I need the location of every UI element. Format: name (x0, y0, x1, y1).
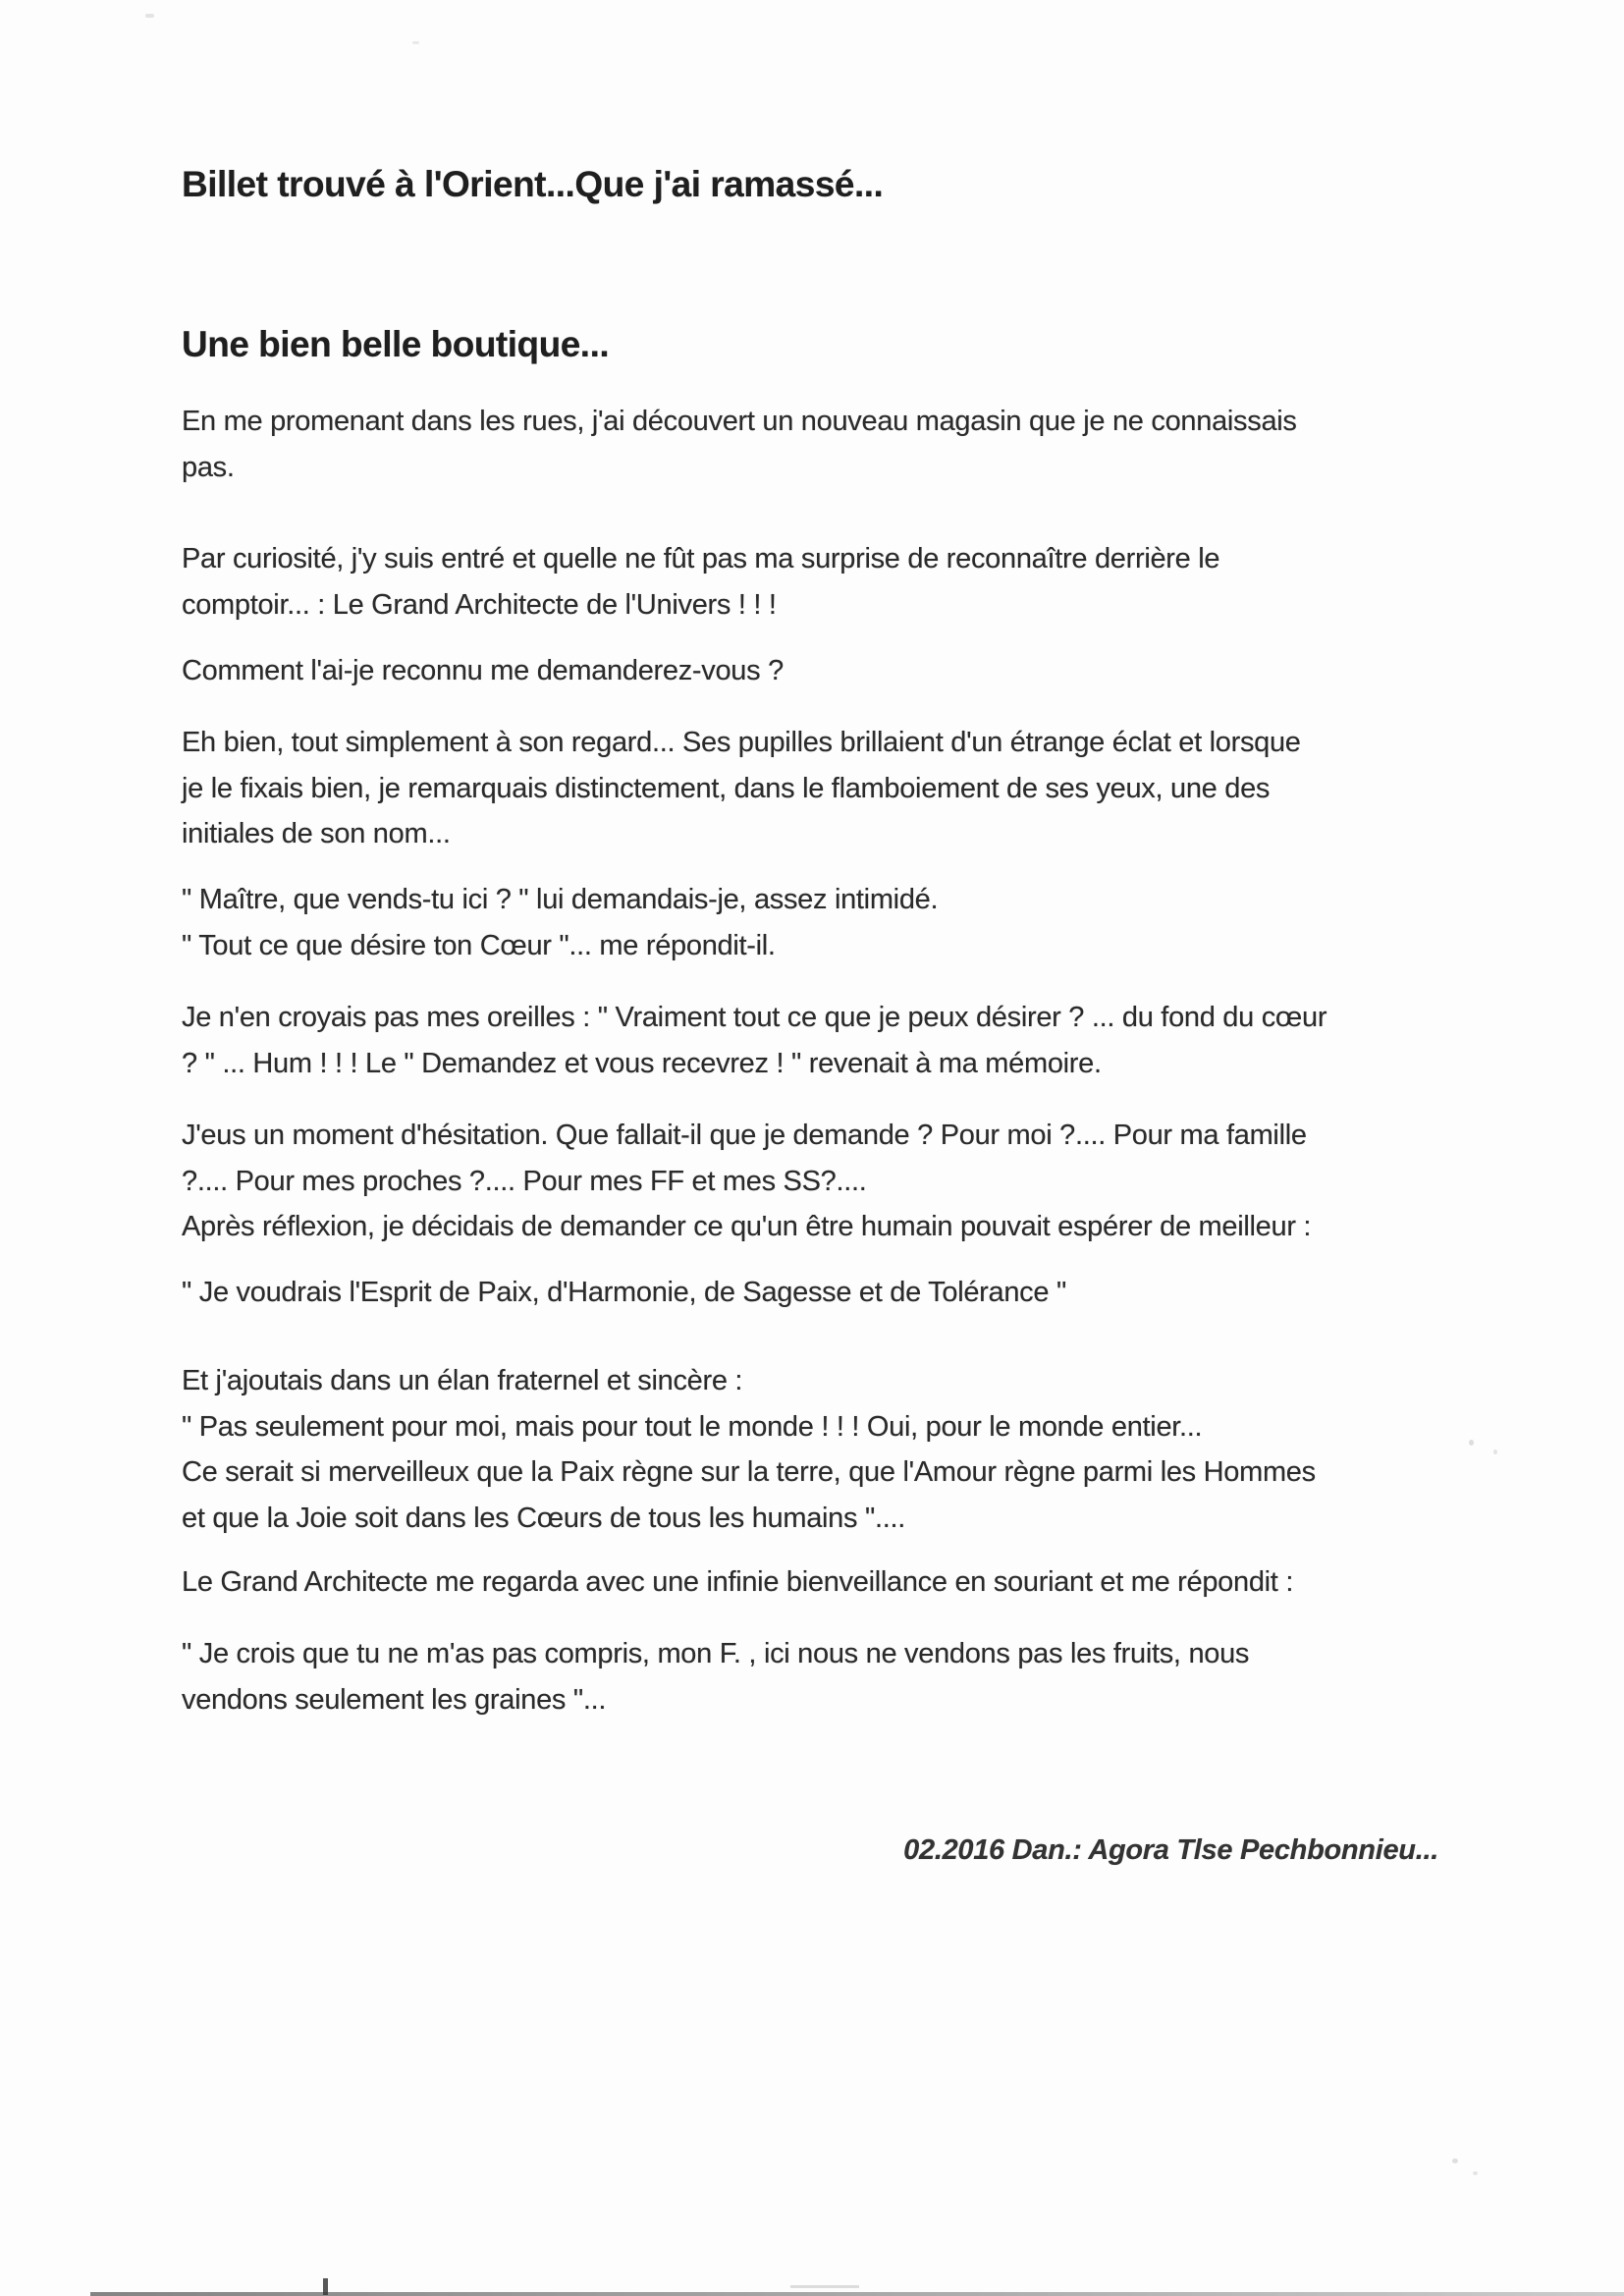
paragraph (182, 1113, 1488, 1250)
heading-text: Une bien belle boutique... (182, 324, 610, 364)
text-line: " Je crois que tu ne m'as pas compris, mon F. , ici nous ne vendons pas les fruits, nous (182, 1638, 1250, 1669)
text-line: " Pas seulement pour moi, mais pour tout le monde ! ! ! Oui, pour le monde entier... (182, 1410, 1203, 1443)
text-line: " Tout ce que désire ton Cœur "... me répondit-il. (182, 929, 776, 961)
text-line: Après réflexion, je décidais de demander ce qu'un être humain pouvait espérer de meilleur : (182, 1211, 1312, 1242)
text-line: je le fixais bien, je remarquais distinctement, dans le flamboiement de ses yeux, une des (182, 772, 1271, 804)
text-line: Le Grand Architecte me regarda avec une infinie bienveillance en souriant et me répondit : (182, 1566, 1294, 1598)
text-line: Par curiosité, j'y suis entré et quelle ne fût pas ma surprise de reconnaître derrière le (182, 543, 1220, 574)
title-text: Billet trouvé à l'Orient...Que j'ai ramassé... (182, 164, 884, 204)
text-line: Et j'ajoutais dans un élan fraternel et sincère : (182, 1365, 743, 1396)
scan-artifact (145, 14, 154, 18)
paragraph (182, 1358, 1488, 1541)
text-line: pas. (182, 451, 235, 483)
scan-artifact (1473, 2171, 1478, 2175)
scan-edge-artifact (90, 2292, 1624, 2296)
paragraph (182, 877, 1488, 968)
text-line: comptoir... : Le Grand Architecte de l'Univers ! ! ! (182, 588, 777, 621)
scan-artifact (1493, 1449, 1497, 1454)
text-line: J'eus un moment d'hésitation. Que fallait-il que je demande ? Pour moi ?.... Pour ma famille (182, 1120, 1307, 1151)
text-line: " Je voudrais l'Esprit de Paix, d'Harmonie, de Sagesse et de Tolérance " (182, 1277, 1066, 1308)
text-line: En me promenant dans les rues, j'ai découvert un nouveau magasin que je ne connaissais (182, 406, 1297, 437)
signature-line: 02.2016 Dan.: Agora Tlse Pechbonnieu... (903, 1834, 1438, 1866)
paragraph (182, 536, 1488, 628)
scan-artifact (323, 2278, 328, 2295)
scan-artifact (790, 2285, 859, 2288)
paragraph (182, 1631, 1488, 1722)
text-line: " Maître, que vends-tu ici ? " lui demandais-je, assez intimidé. (182, 884, 939, 915)
text-line: Eh bien, tout simplement à son regard... Ses pupilles brillaient d'un étrange éclat et lorsque (182, 727, 1301, 758)
scan-artifact (1452, 2159, 1458, 2163)
paragraph (182, 399, 1488, 490)
document-title (182, 163, 1488, 206)
text-line: Je n'en croyais pas mes oreilles : " Vraiment tout ce que je peux désirer ? ... du fond du cœur (182, 1002, 1327, 1033)
paragraph (182, 995, 1488, 1086)
text-line: ? " ... Hum ! ! ! Le " Demandez et vous recevrez ! " revenait à ma mémoire. (182, 1047, 1102, 1079)
text-line: Comment l'ai-je reconnu me demanderez-vous ? (182, 655, 784, 686)
section-heading (182, 323, 1488, 366)
paragraph (182, 1559, 1488, 1606)
text-line: initiales de son nom... (182, 818, 451, 849)
paragraph (182, 720, 1488, 857)
text-line: et que la Joie soit dans les Cœurs de tous les humains ".... (182, 1502, 905, 1534)
text-line: Ce serait si merveilleux que la Paix règne sur la terre, que l'Amour règne parmi les Hommes (182, 1456, 1316, 1488)
paragraph (182, 1270, 1488, 1316)
text-line: vendons seulement les graines "... (182, 1683, 607, 1716)
paragraph (182, 648, 1488, 694)
scan-artifact (412, 41, 419, 44)
text-line: ?.... Pour mes proches ?.... Pour mes FF et mes SS?.... (182, 1165, 867, 1197)
